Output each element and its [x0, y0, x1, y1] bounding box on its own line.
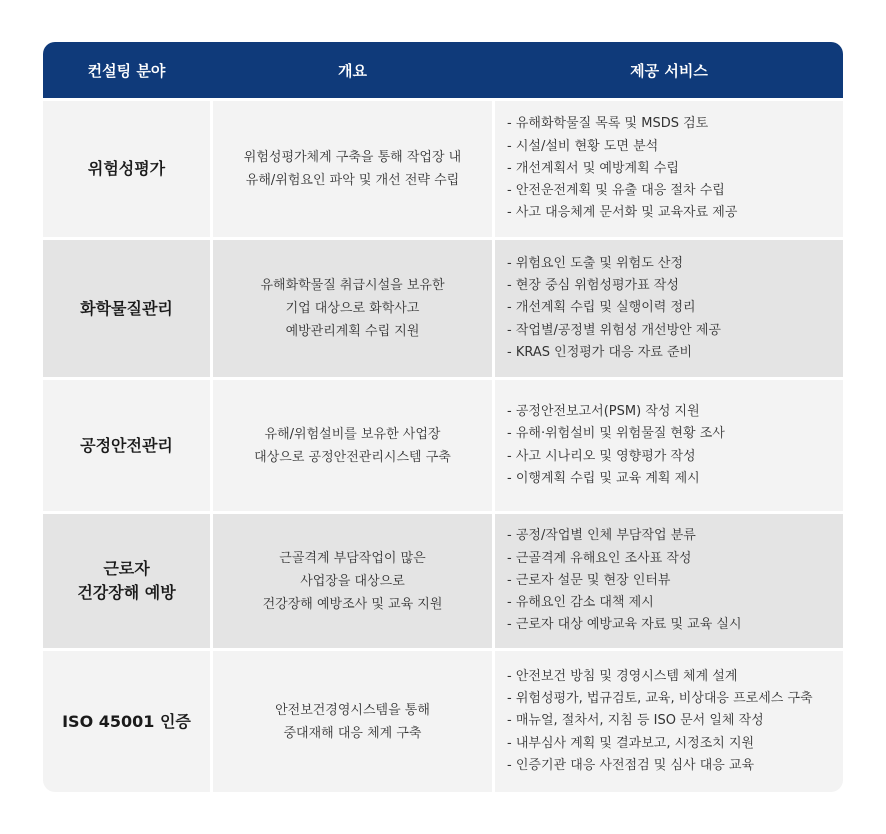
service-item: - KRAS 인정평가 대응 자료 준비 [507, 344, 693, 360]
services-cell [495, 240, 843, 377]
service-item: - 위험성평가, 법규검토, 교육, 비상대응 프로세스 구축 [507, 691, 813, 707]
header-services: 제공 서비스 [630, 61, 708, 80]
table-header [43, 42, 843, 98]
services-cell [495, 101, 843, 237]
field-label: 건강장해 예방 [77, 583, 176, 602]
overview-line: 유해화학물질 취급시설을 보유한 [260, 278, 445, 293]
service-item: - 유해요인 감소 대책 제시 [507, 595, 654, 611]
field-label: 근로자 [103, 559, 150, 578]
services-cell [495, 380, 843, 511]
overview-line: 안전보건경영시스템을 통해 [275, 702, 430, 718]
field-cell [43, 651, 210, 792]
overview-line: 근골격계 부담작업이 많은 [279, 550, 426, 566]
field-cell [43, 514, 210, 648]
service-item: - 안전운전계획 및 유출 대응 절차 수립 [507, 183, 725, 199]
service-item: - 현장 중심 위험성평가표 작성 [507, 278, 679, 294]
overview-line: 위험성평가체계 구축을 통해 작업장 내 [243, 150, 462, 165]
services-cell [495, 651, 843, 792]
header-field: 컨설팅 분야 [87, 61, 166, 80]
service-item: - 사고 대응체계 문서화 및 교육자료 제공 [507, 205, 738, 221]
service-item: - 매뉴얼, 절차서, 지침 등 ISO 문서 일체 작성 [507, 713, 764, 729]
overview-cell [213, 380, 492, 511]
overview-line: 대상으로 공정안전관리시스템 구축 [254, 449, 451, 465]
overview-line: 유해/위험요인 파악 및 개선 전략 수립 [245, 173, 460, 188]
table-row [43, 651, 843, 792]
service-item: - 내부심사 계획 및 결과보고, 시정조치 지원 [507, 735, 755, 751]
table-row [43, 380, 843, 511]
service-item: - 인증기관 대응 사전점검 및 심사 대응 교육 [507, 757, 755, 773]
consulting-table [43, 42, 843, 792]
field-cell [43, 240, 210, 377]
field-label: 위험성평가 [87, 159, 166, 178]
service-item: - 근로자 대상 예방교육 자료 및 교육 실시 [507, 617, 742, 633]
field-label: ISO 45001 인증 [62, 711, 191, 731]
services-cell [495, 514, 843, 648]
service-item: - 공정안전보고서(PSM) 작성 지원 [507, 404, 700, 420]
service-item: - 공정/작업별 인체 부담작업 분류 [507, 528, 696, 544]
header-overview: 개요 [338, 61, 367, 80]
service-item: - 유해·위험설비 및 위험물질 현황 조사 [507, 426, 725, 442]
overview-cell [213, 240, 492, 377]
overview-line: 중대재해 대응 체계 구축 [283, 725, 422, 741]
field-label: 공정안전관리 [80, 435, 173, 455]
overview-line: 예방관리계획 수립 지원 [285, 324, 420, 339]
overview-line: 유해/위험설비를 보유한 사업장 [264, 426, 441, 442]
service-item: - 시설/설비 현황 도면 분석 [507, 138, 659, 154]
overview-cell [213, 101, 492, 237]
table-row [43, 240, 843, 377]
overview-line: 사업장을 대상으로 [300, 573, 405, 589]
overview-line: 건강장해 예방조사 및 교육 지원 [262, 596, 443, 612]
service-item: - 개선계획서 및 예방계획 수립 [507, 160, 679, 176]
service-item: - 개선계획 수립 및 실행이력 정리 [507, 300, 696, 316]
service-item: - 안전보건 방침 및 경영시스템 체계 설계 [507, 668, 738, 684]
field-label: 화학물질관리 [80, 298, 173, 318]
service-item: - 작업별/공정별 위험성 개선방안 제공 [507, 322, 721, 338]
field-cell [43, 101, 210, 237]
service-item: - 근골격계 유해요인 조사표 작성 [507, 550, 692, 566]
overview-cell [213, 651, 492, 792]
service-item: - 위험요인 도출 및 위험도 산정 [507, 255, 684, 271]
overview-cell [213, 514, 492, 648]
service-item: - 유해화학물질 목록 및 MSDS 검토 [507, 116, 709, 132]
service-item: - 사고 시나리오 및 영향평가 작성 [507, 448, 696, 464]
service-item: - 이행계획 수립 및 교육 계획 제시 [507, 470, 700, 486]
table-row [43, 101, 843, 237]
overview-line: 기업 대상으로 화학사고 [285, 301, 420, 316]
field-cell [43, 380, 210, 511]
service-item: - 근로자 설문 및 현장 인터뷰 [507, 572, 671, 588]
table-row [43, 514, 843, 648]
